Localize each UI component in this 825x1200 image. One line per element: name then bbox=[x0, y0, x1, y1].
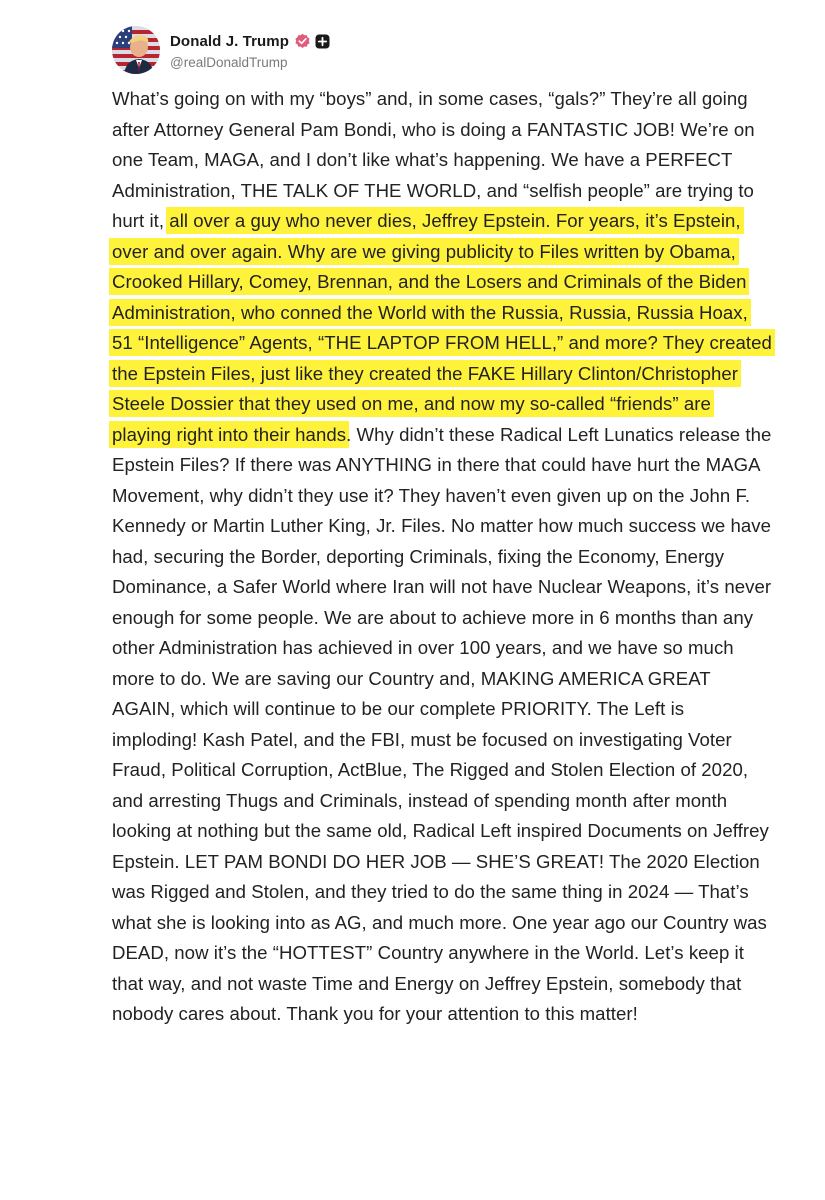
author-display-name[interactable]: Donald J. Trump bbox=[170, 32, 290, 50]
post-text-before-highlight: What’s going on with my “boys” and, in some cases, “gals?” They’re all going after Attorney General Pam Bondi, who is doing a FANTASTIC JOB! We’re on one Team, MAGA, and I don’t like what’s happening. We have a PERFECT Administration, THE TALK OF THE WORLD, and “selfish people” are trying to hurt it, bbox=[112, 88, 755, 231]
avatar[interactable] bbox=[112, 26, 160, 74]
post-header bbox=[112, 22, 330, 78]
author-identity bbox=[170, 30, 330, 70]
author-handle[interactable]: @realDonaldTrump bbox=[170, 55, 288, 70]
post-text-after-highlight: . Why didn’t these Radical Left Lunatics release the Epstein Files? If there was ANYTHING in there that could have hurt the MAGA Movement, why didn’t they use it? They haven’t even given up on the John F. Kennedy or Martin Luther King, Jr. Files. No matter how much success we have had, securing the Border, deporting Criminals, fixing the Economy, Energy Dominance, a Safer World where Iran will not have Nuclear Weapons, it’s never enough for some people. We are about to achieve more in 6 months than any other Administration has achieved in over 100 years, and we have so much more to do. We are saving our Country and, MAKING AMERICA GREAT AGAIN, which will continue to be our complete PRIORITY. The Left is imploding! Kash Patel, and the FBI, must be focused on investigating Voter Fraud, Political Corruption, ActBlue, The Rigged and Stolen Election of 2020, and arresting Thugs and Criminals, instead of spending month after month looking at nothing but the same old, Radical Left inspired Documents on Jeffrey Epstein. LET PAM BONDI DO HER JOB — SHE’S GREAT! The 2020 Election was Rigged and Stolen, and they tried to do the same thing in 2024 — That’s what she is looking into as AG, and much more. One year ago our Country was DEAD, now it’s the “HOTTEST” Country anywhere in the World. Let’s keep it that way, and not waste Time and Energy on Jeffrey Epstein, somebody that nobody cares about. Thank you for your attention to this matter! bbox=[112, 423, 772, 1024]
verified-badge-icon bbox=[294, 33, 311, 50]
flag-portrait-avatar-icon bbox=[112, 26, 160, 74]
post-body bbox=[112, 84, 772, 1030]
author-name-row bbox=[170, 30, 330, 52]
plus-square-icon[interactable] bbox=[315, 34, 330, 49]
post-paragraph bbox=[112, 84, 772, 1030]
post-highlighted-text: all over a guy who never dies, Jeffrey Epstein. For years, it’s Epstein, over and over again. Why are we giving publicity to Files written by Obama, Crooked Hillary, Comey, Brennan, and the Losers and Criminals of the Biden Administration, who conned the World with the Russia, Russia, Russia Hoax, 51 “Intelligence” Agents, “THE LAPTOP FROM HELL,” and more? They created the Epstein Files, just like they created the FAKE Hillary Clinton/Christopher Steele Dossier that they used on me, and now my so-called “friends” are playing right into their hands bbox=[112, 210, 772, 445]
